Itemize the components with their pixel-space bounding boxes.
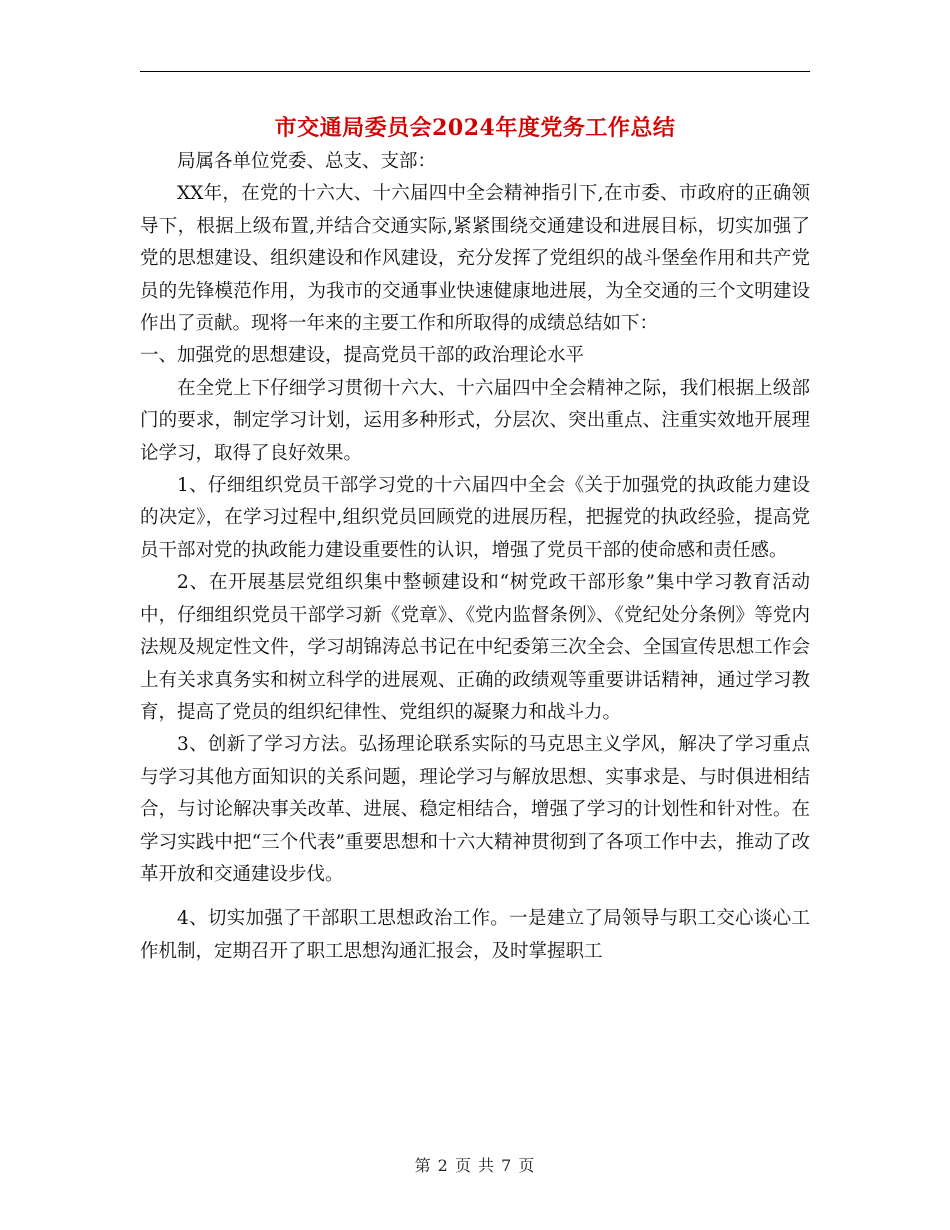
paragraph-section-1: 在全党上下仔细学习贯彻十六大、十六届四中全会精神之际，我们根据上级部门的要求，制定学习计划，运用多种形式，分层次、突出重点、注重实效地开展理论学习，取得了良好效果。 [140,377,810,464]
paragraph-intro: XX年，在党的十六大、十六届四中全会精神指引下,在市委、市政府的正确领导下，根据上级布置,并结合交通实际,紧紧围绕交通建设和进展目标，切实加强了党的思想建设、组织建设和作风建设，充分发挥了党组织的战斗堡垒作用和共产党员的先锋模范作用，为我市的交通事业快速健康地进展，为全交通的三个文明建设作出了贡献。现将一年来的主要工作和所取得的成绩总结如下： [140,183,810,335]
document-title: 市交通局委员会2024年度党务工作总结 [274,115,676,141]
header-rule [140,71,810,72]
paragraph-item-2: 2、在开展基层党组织集中整顿建设和“树党政干部形象”集中学习教育活动中，仔细组织党员干部学习新《党章》、《党内监督条例》、《党纪处分条例》等党内法规及规定性文件，学习胡锦涛总书记在中纪委第三次全会、全国宣传思想工作会上有关求真务实和树立科学的进展观、正确的政绩观等重要讲话精神，通过学习教育，提高了党员的组织纪律性、党组织的凝聚力和战斗力。 [140,572,810,723]
section-heading-1: 一、加强党的思想建设，提高党员干部的政治理论水平 [140,345,585,367]
salutation: 局属各单位党委、总支、支部： [177,151,437,172]
paragraph-item-3: 3、创新了学习方法。弘扬理论联系实际的马克思主义学风，解决了学习重点与学习其他方面知识的关系问题，理论学习与解放思想、实事求是、与时俱进相结合，与讨论解决事关改革、进展、稳定相结合，增强了学习的计划性和针对性。在学习实践中把“三个代表”重要思想和十六大精神贯彻到了各项工作中去，推动了改革开放和交通建设步伐。 [140,734,810,885]
page-number: 第 2 页 共 7 页 [414,1156,536,1175]
document-body [140,146,810,968]
paragraph-item-4: 4、切实加强了干部职工思想政治工作。一是建立了局领导与职工交心谈心工作机制，定期召开了职工思想沟通汇报会，及时掌握职工 [140,908,810,962]
paragraph-item-1: 1、仔细组织党员干部学习党的十六届四中全会《关于加强党的执政能力建设的决定》，在学习过程中,组织党员回顾党的进展历程，把握党的执政经验，提高党员干部对党的执政能力建设重要性的认识，增强了党员干部的使命感和责任感。 [140,475,810,561]
